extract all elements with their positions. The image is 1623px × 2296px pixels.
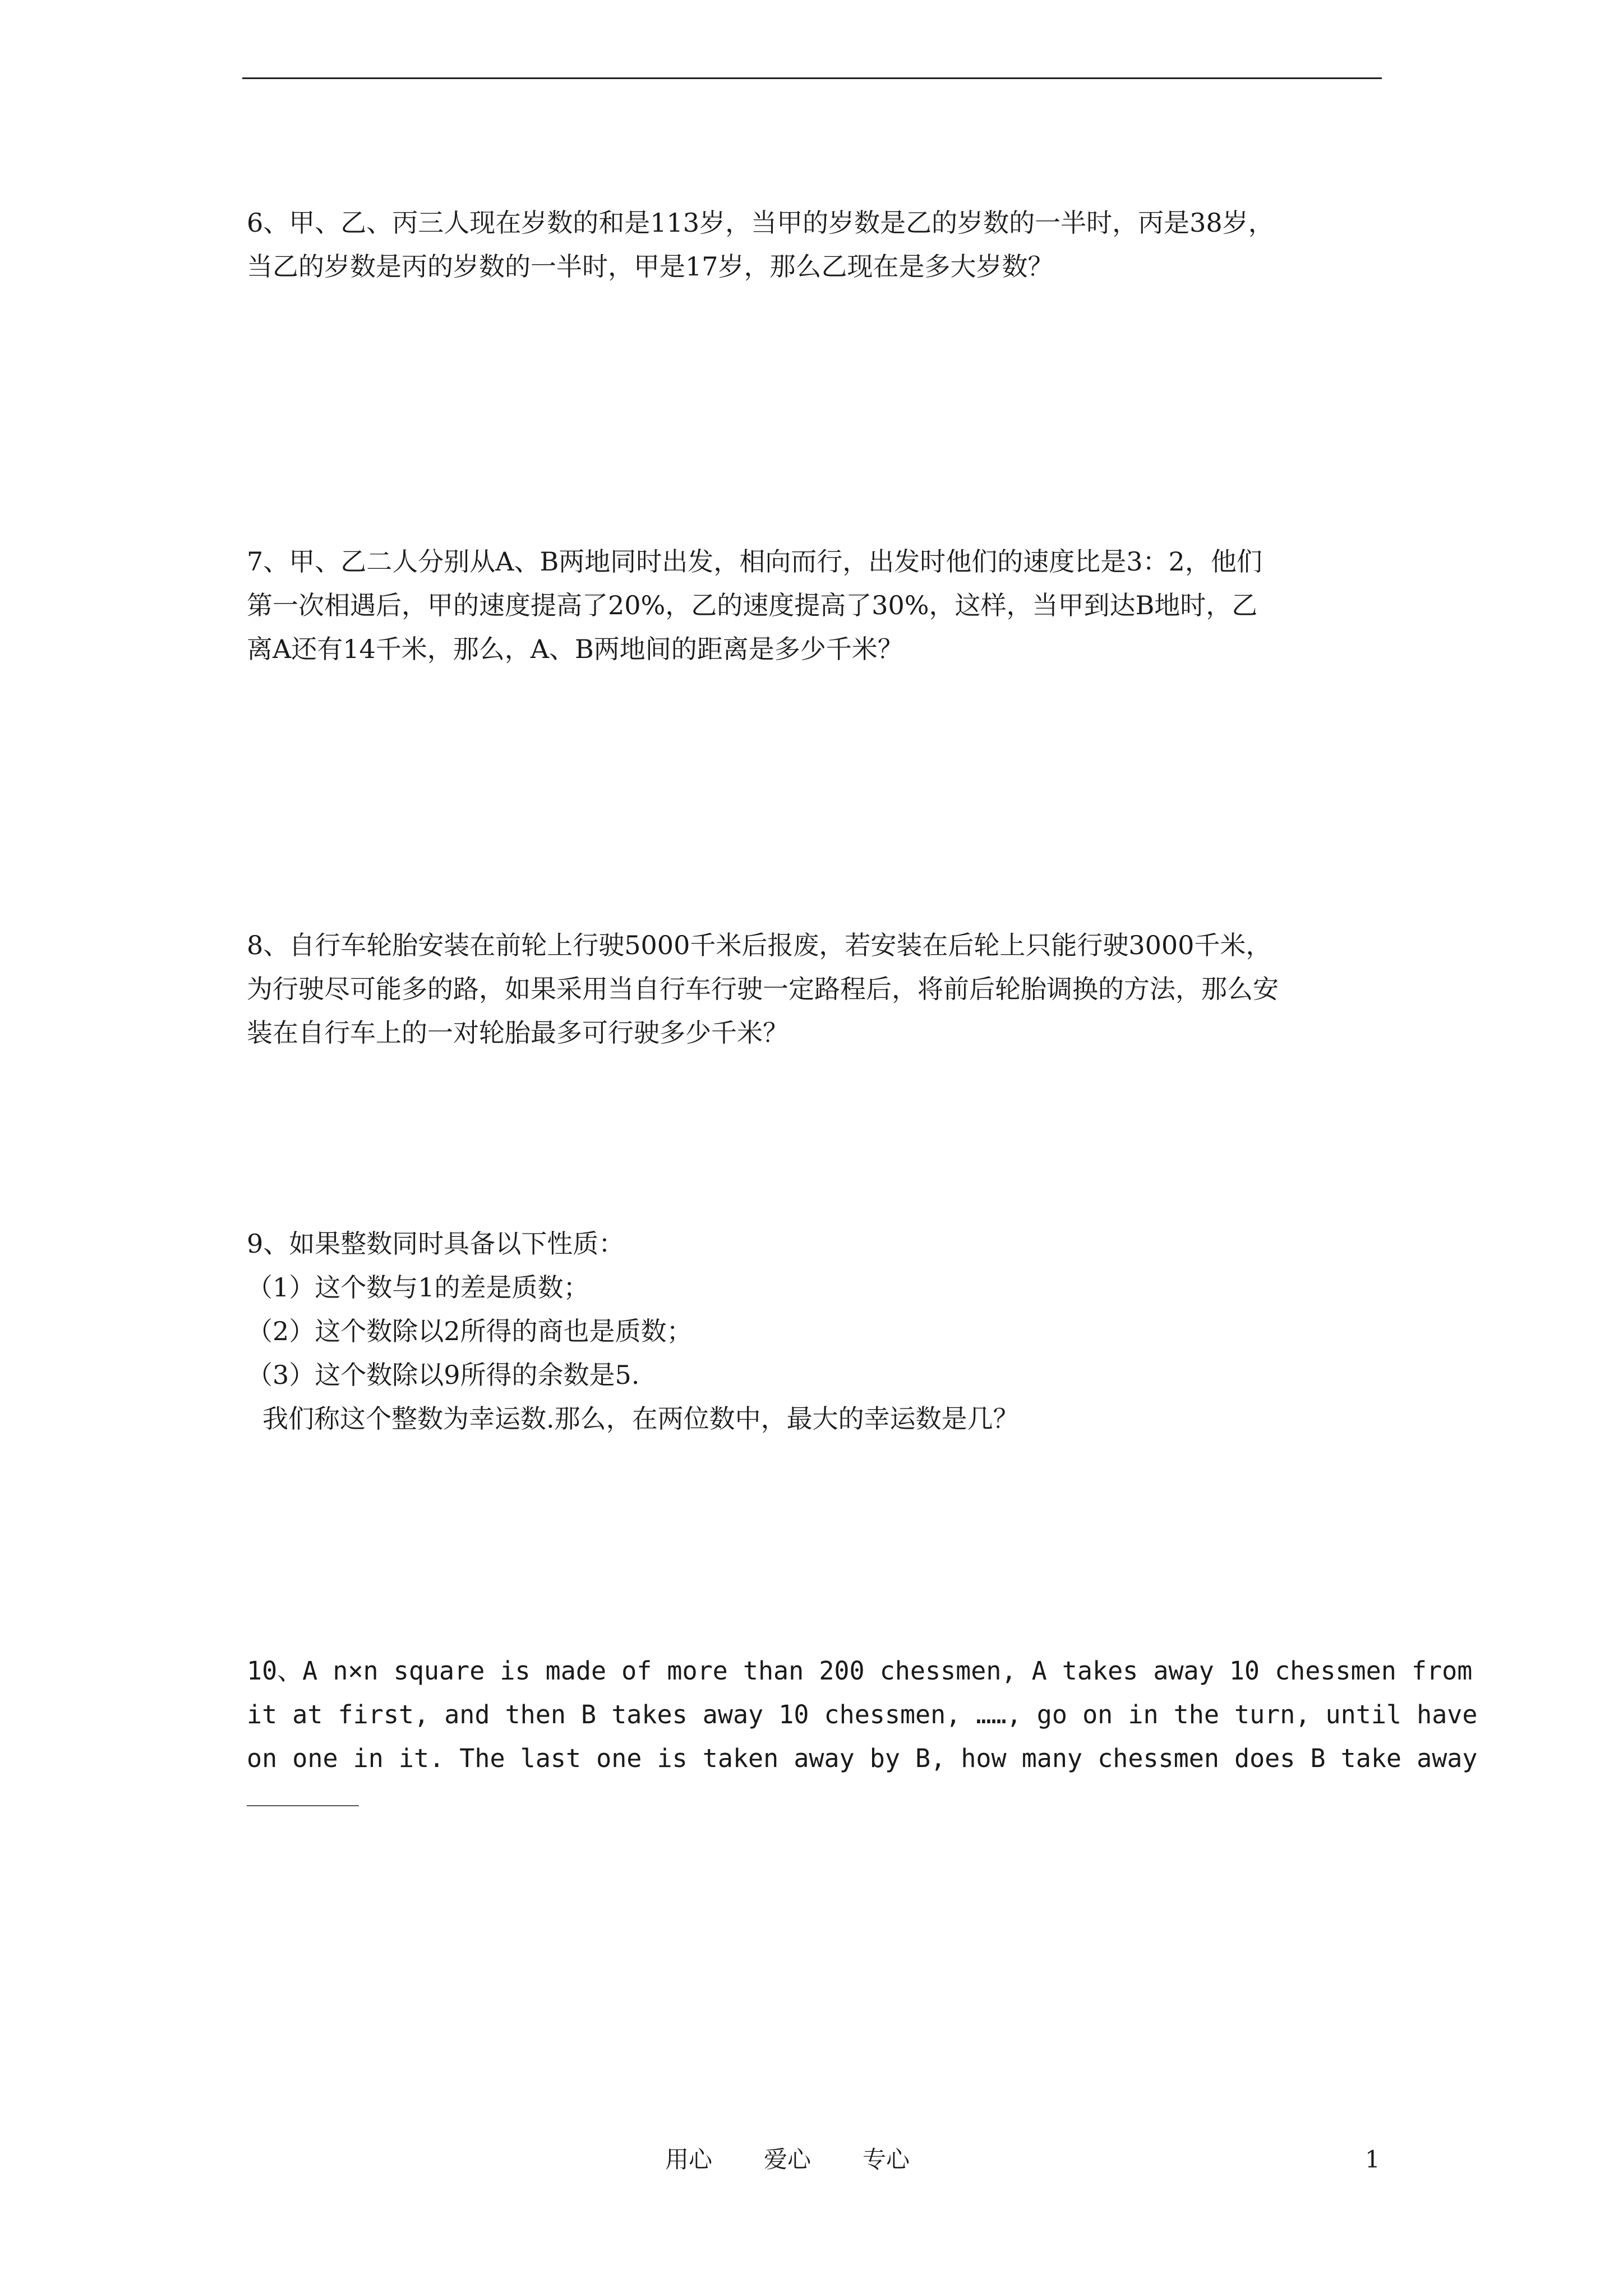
question-10 <box>247 1649 1478 1780</box>
question-10-line-1: 10、A n×n square is made of more than 200 chessmen, A takes away 10 chessmen from <box>247 1656 1473 1686</box>
question-9-condition-1: （1）这个数与1的差是质数； <box>247 1272 589 1303</box>
footer-word-1: 用心 <box>665 2146 713 2173</box>
header-rule <box>242 77 1382 79</box>
footer-word-2: 爱心 <box>764 2146 811 2173</box>
question-9 <box>247 1222 1424 1441</box>
question-10-line-2: it at first, and then B takes away 10 chessmen, ……, go on in the turn, until have <box>247 1700 1478 1729</box>
question-9-question: 我们称这个整数为幸运数.那么，在两位数中，最大的幸运数是几？ <box>262 1404 1019 1434</box>
question-9-condition-2: （2）这个数除以2所得的商也是质数； <box>247 1316 693 1346</box>
question-6 <box>247 201 1424 288</box>
question-8-line-2: 为行驶尽可能多的路，如果采用当自行车行驶一定路程后，将前后轮胎调换的方法，那么安 <box>247 974 1279 1004</box>
question-7-line-2: 第一次相遇后，甲的速度提高了20%，乙的速度提高了30%，这样，当甲到达B地时，乙 <box>247 590 1258 620</box>
answer-blank-line <box>247 1805 359 1806</box>
question-8 <box>247 923 1424 1055</box>
question-10-line-3: on one in it. The last one is taken away by B, how many chessmen does B take away <box>247 1743 1478 1773</box>
question-7-line-3: 离A还有14千米，那么，A、B两地间的距离是多少千米？ <box>247 634 903 664</box>
question-9-intro: 9、如果整数同时具备以下性质： <box>247 1228 625 1259</box>
question-6-line-1: 6、甲、乙、丙三人现在岁数的和是113岁，当甲的岁数是乙的岁数的一半时，丙是38岁， <box>247 208 1274 238</box>
page-number: 1 <box>1365 2146 1380 2173</box>
question-8-line-1: 8、自行车轮胎安装在前轮上行驶5000千米后报废，若安装在后轮上只能行驶3000千米， <box>247 930 1272 960</box>
question-6-line-2: 当乙的岁数是丙的岁数的一半时，甲是17岁，那么乙现在是多大岁数？ <box>247 251 1054 282</box>
question-9-condition-3: （3）这个数除以9所得的余数是5. <box>247 1360 640 1390</box>
question-8-line-3: 装在自行车上的一对轮胎最多可行驶多少千米？ <box>247 1018 789 1048</box>
footer-word-3: 专心 <box>863 2146 910 2173</box>
question-7-line-1: 7、甲、乙二人分别从A、B两地同时出发，相向而行，出发时他们的速度比是3：2，他们 <box>247 546 1262 577</box>
question-7 <box>247 540 1424 671</box>
footer-motto <box>665 2143 910 2177</box>
